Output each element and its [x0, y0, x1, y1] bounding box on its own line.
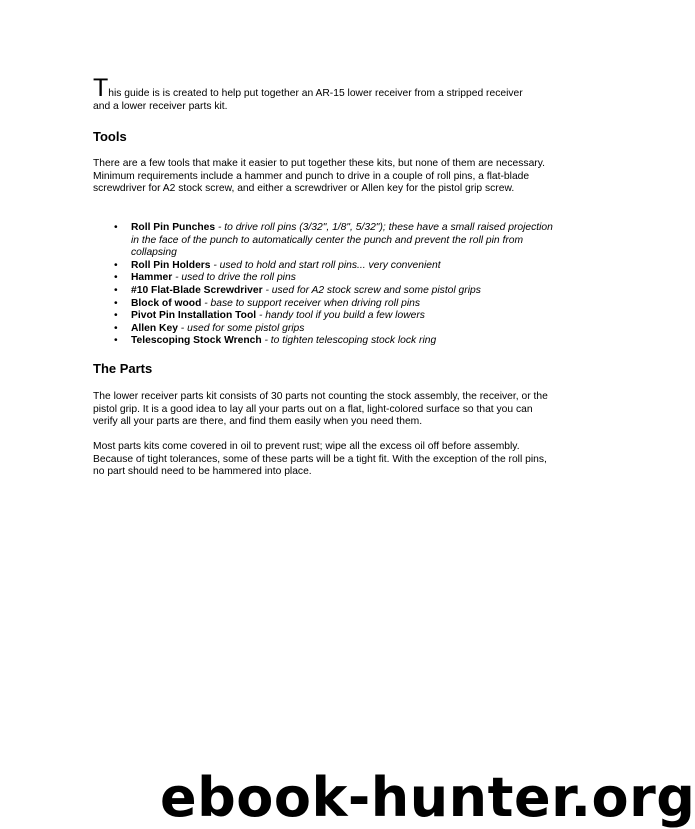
bullet-icon: •	[114, 310, 118, 322]
watermark: ebook-hunter.org	[160, 766, 695, 829]
bullet-icon: •	[114, 335, 118, 347]
bullet-icon: •	[114, 272, 118, 284]
bullet-icon: •	[114, 284, 118, 296]
parts-paragraph-1: The lower receiver parts kit consists of 30 parts not counting the stock assembly, the receiver, or the pistol grip. It is a good idea to lay all your parts out on a flat, light-colored surface so that you can verify all your parts are there, and find them easily when you need them.	[93, 391, 548, 428]
parts-heading: The Parts	[93, 361, 153, 376]
tool-description: - used to drive the roll pins	[172, 272, 296, 284]
parts-paragraph-2: Most parts kits come covered in oil to prevent rust; wipe all the excess oil off before assembly. Because of tight tolerances, some of these parts will be a tight fit. With the exception of the roll pins, no part should need to be hammered into place.	[93, 441, 547, 478]
tool-description: - handy tool if you build a few lowers	[256, 310, 425, 322]
list-item	[93, 260, 553, 273]
intro-paragraph	[93, 74, 553, 113]
tool-name: Hammer	[131, 272, 173, 284]
tool-description: - used for some pistol grips	[177, 322, 305, 334]
tool-name: Block of wood	[131, 297, 202, 309]
list-item	[93, 310, 553, 323]
intro-text-1: his guide is is created to help put together an AR-15 lower receiver from a stripped receiver	[108, 88, 523, 99]
list-item	[93, 222, 553, 260]
tool-name: Roll Pin Holders	[131, 259, 211, 271]
tools-heading: Tools	[93, 129, 127, 144]
tools-paragraph: There are a few tools that make it easier to put together these kits, but none of them are necessary. Minimum requirements include a hammer and punch to drive in a couple of roll pins, a flat-blade screwdriver for A2 stock screw, and either a screwdriver or Allen key for the pistol grip screw.	[93, 158, 545, 195]
tool-name: Telescoping Stock Wrench	[131, 335, 262, 347]
list-item	[93, 298, 553, 311]
tool-name: Pivot Pin Installation Tool	[131, 310, 257, 322]
tool-name: #10 Flat-Blade Screwdriver	[131, 284, 263, 296]
tool-description: - used to hold and start roll pins... very convenient	[210, 259, 441, 271]
bullet-icon: •	[114, 222, 118, 233]
list-item	[93, 323, 553, 336]
bullet-icon: •	[114, 259, 118, 271]
tool-description: - used for A2 stock screw and some pistol grips	[262, 284, 481, 296]
tool-description: - to tighten telescoping stock lock ring	[261, 335, 437, 347]
tool-name: Roll Pin Punches	[131, 222, 216, 233]
intro-text-2: and a lower receiver parts kit.	[93, 100, 228, 112]
tool-description: - to drive roll pins (3/32", 1/8", 5/32"); these have a small raised projection in the face of the punch to automatically center the punch and prevent the roll pin from collapsing	[131, 222, 553, 259]
tool-description: - base to support receiver when driving roll pins	[201, 297, 420, 309]
bullet-icon: •	[114, 322, 118, 334]
bullet-icon: •	[114, 297, 118, 309]
drop-cap: T	[93, 74, 109, 102]
tools-list	[93, 222, 553, 348]
list-item	[93, 272, 553, 285]
list-item	[93, 285, 553, 298]
tool-name: Allen Key	[131, 322, 178, 334]
list-item	[93, 335, 553, 348]
intro-line-1	[93, 74, 553, 102]
